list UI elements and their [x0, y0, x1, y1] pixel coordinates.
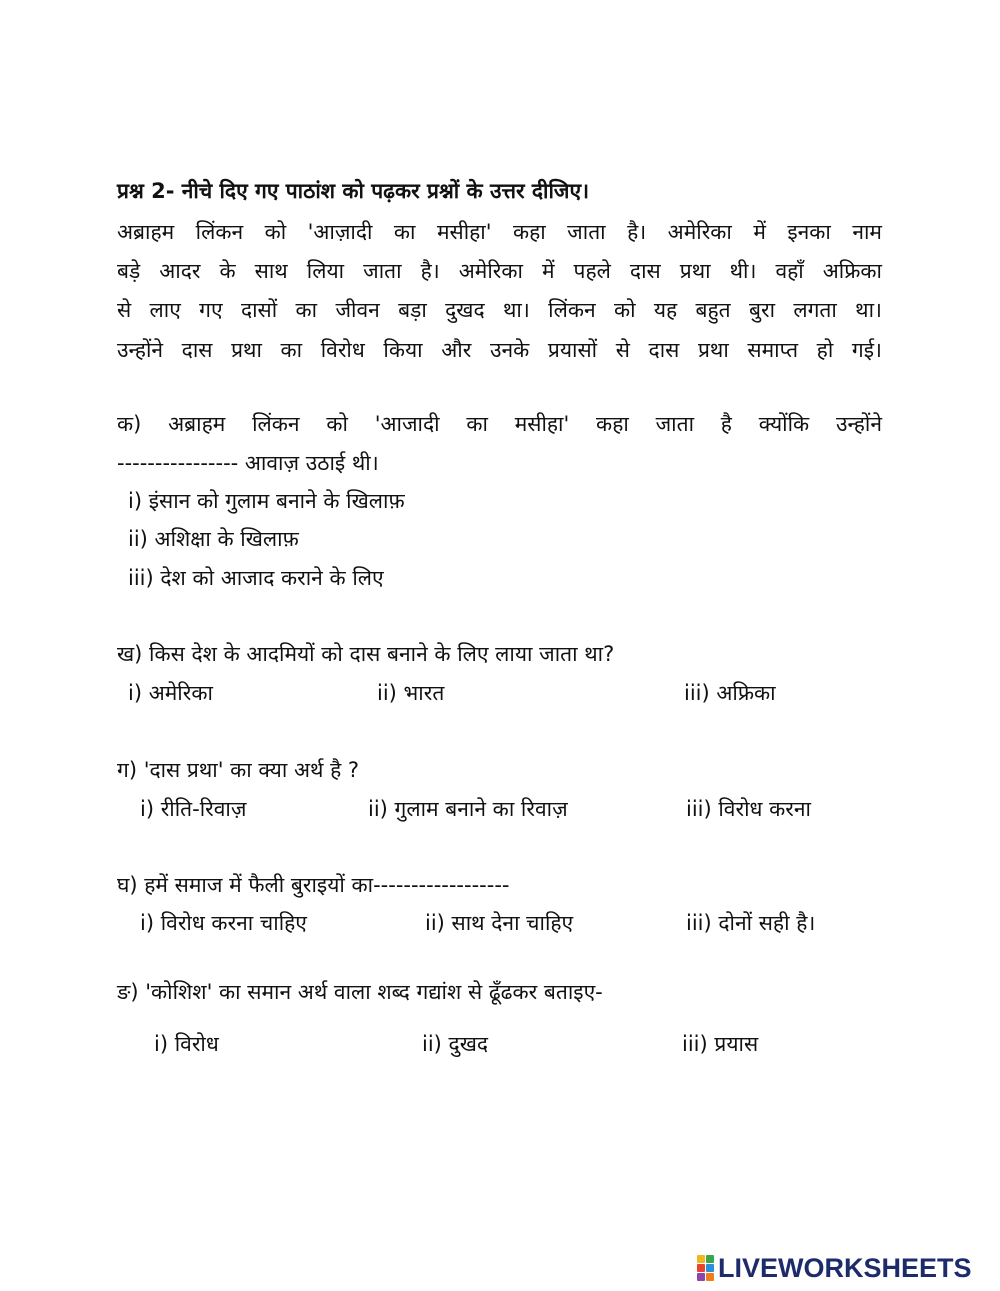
question-ga-option-3[interactable]: iii) विरोध करना	[686, 797, 811, 821]
question-gha-option-3[interactable]: iii) दोनों सही है।	[686, 911, 816, 935]
question-nga-option-3[interactable]: iii) प्रयास	[682, 1032, 759, 1056]
passage-line-3: से लाए गए दासों का जीवन बड़ा दुखद था। लिंकन को यह बहुत बुरा लगता था।	[117, 298, 882, 322]
question-nga-option-2[interactable]: ii) दुखद	[422, 1032, 489, 1056]
question-ka-line-2: ---------------- आवाज़ उठाई थी।	[117, 451, 379, 475]
passage-line-2: बड़े आदर के साथ लिया जाता है। अमेरिका में पहले दास प्रथा थी। वहाँ अफ्रिका	[117, 259, 882, 283]
question-kha-option-2[interactable]: ii) भारत	[377, 681, 445, 705]
question-ka-option-1[interactable]: i) इंसान को गुलाम बनाने के खिलाफ़	[128, 489, 405, 513]
passage-line-1: अब्राहम लिंकन को 'आज़ादी का मसीहा' कहा जाता है। अमेरिका में इनका नाम	[117, 220, 882, 244]
question-kha-text: ख) किस देश के आदमियों को दास बनाने के लिए लाया जाता था?	[117, 642, 615, 666]
question-kha-option-3[interactable]: iii) अफ्रिका	[684, 681, 776, 705]
question-nga-text: ङ) 'कोशिश' का समान अर्थ वाला शब्द गद्यांश से ढूँढकर बताइए-	[117, 980, 603, 1004]
question-ga-option-1[interactable]: i) रीति-रिवाज़	[140, 797, 247, 821]
question-gha-text: घ) हमें समाज में फैली बुराइयों का------------------	[117, 873, 510, 897]
question-heading: प्रश्न 2- नीचे दिए गए पाठांश को पढ़कर प्रश्नों के उत्तर दीजिए।	[117, 179, 590, 203]
question-ka-line-1: क) अब्राहम लिंकन को 'आजादी का मसीहा' कहा जाता है क्योंकि उन्होंने	[117, 412, 882, 436]
logo-block	[706, 1264, 714, 1272]
question-gha-option-2[interactable]: ii) साथ देना चाहिए	[425, 911, 574, 935]
liveworksheets-logo-icon	[697, 1255, 714, 1281]
question-ga-text: ग) 'दास प्रथा' का क्या अर्थ है ?	[117, 758, 360, 782]
logo-block	[697, 1255, 705, 1263]
liveworksheets-logo-text: LIVEWORKSHEETS	[718, 1252, 972, 1283]
question-gha-option-1[interactable]: i) विरोध करना चाहिए	[140, 911, 307, 935]
question-ka-option-2[interactable]: ii) अशिक्षा के खिलाफ़	[128, 527, 299, 551]
logo-block	[706, 1255, 714, 1263]
question-nga-option-1[interactable]: i) विरोध	[154, 1032, 219, 1056]
logo-block	[697, 1264, 705, 1272]
question-kha-option-1[interactable]: i) अमेरिका	[128, 681, 213, 705]
question-ga-option-2[interactable]: ii) गुलाम बनाने का रिवाज़	[368, 797, 568, 821]
logo-block	[706, 1273, 714, 1281]
liveworksheets-logo[interactable]	[697, 1254, 972, 1282]
passage-line-4: उन्होंने दास प्रथा का विरोध किया और उनके प्रयासों से दास प्रथा समाप्त हो गई।	[117, 338, 882, 362]
question-ka-option-3[interactable]: iii) देश को आजाद कराने के लिए	[128, 566, 384, 590]
logo-block	[697, 1273, 705, 1281]
